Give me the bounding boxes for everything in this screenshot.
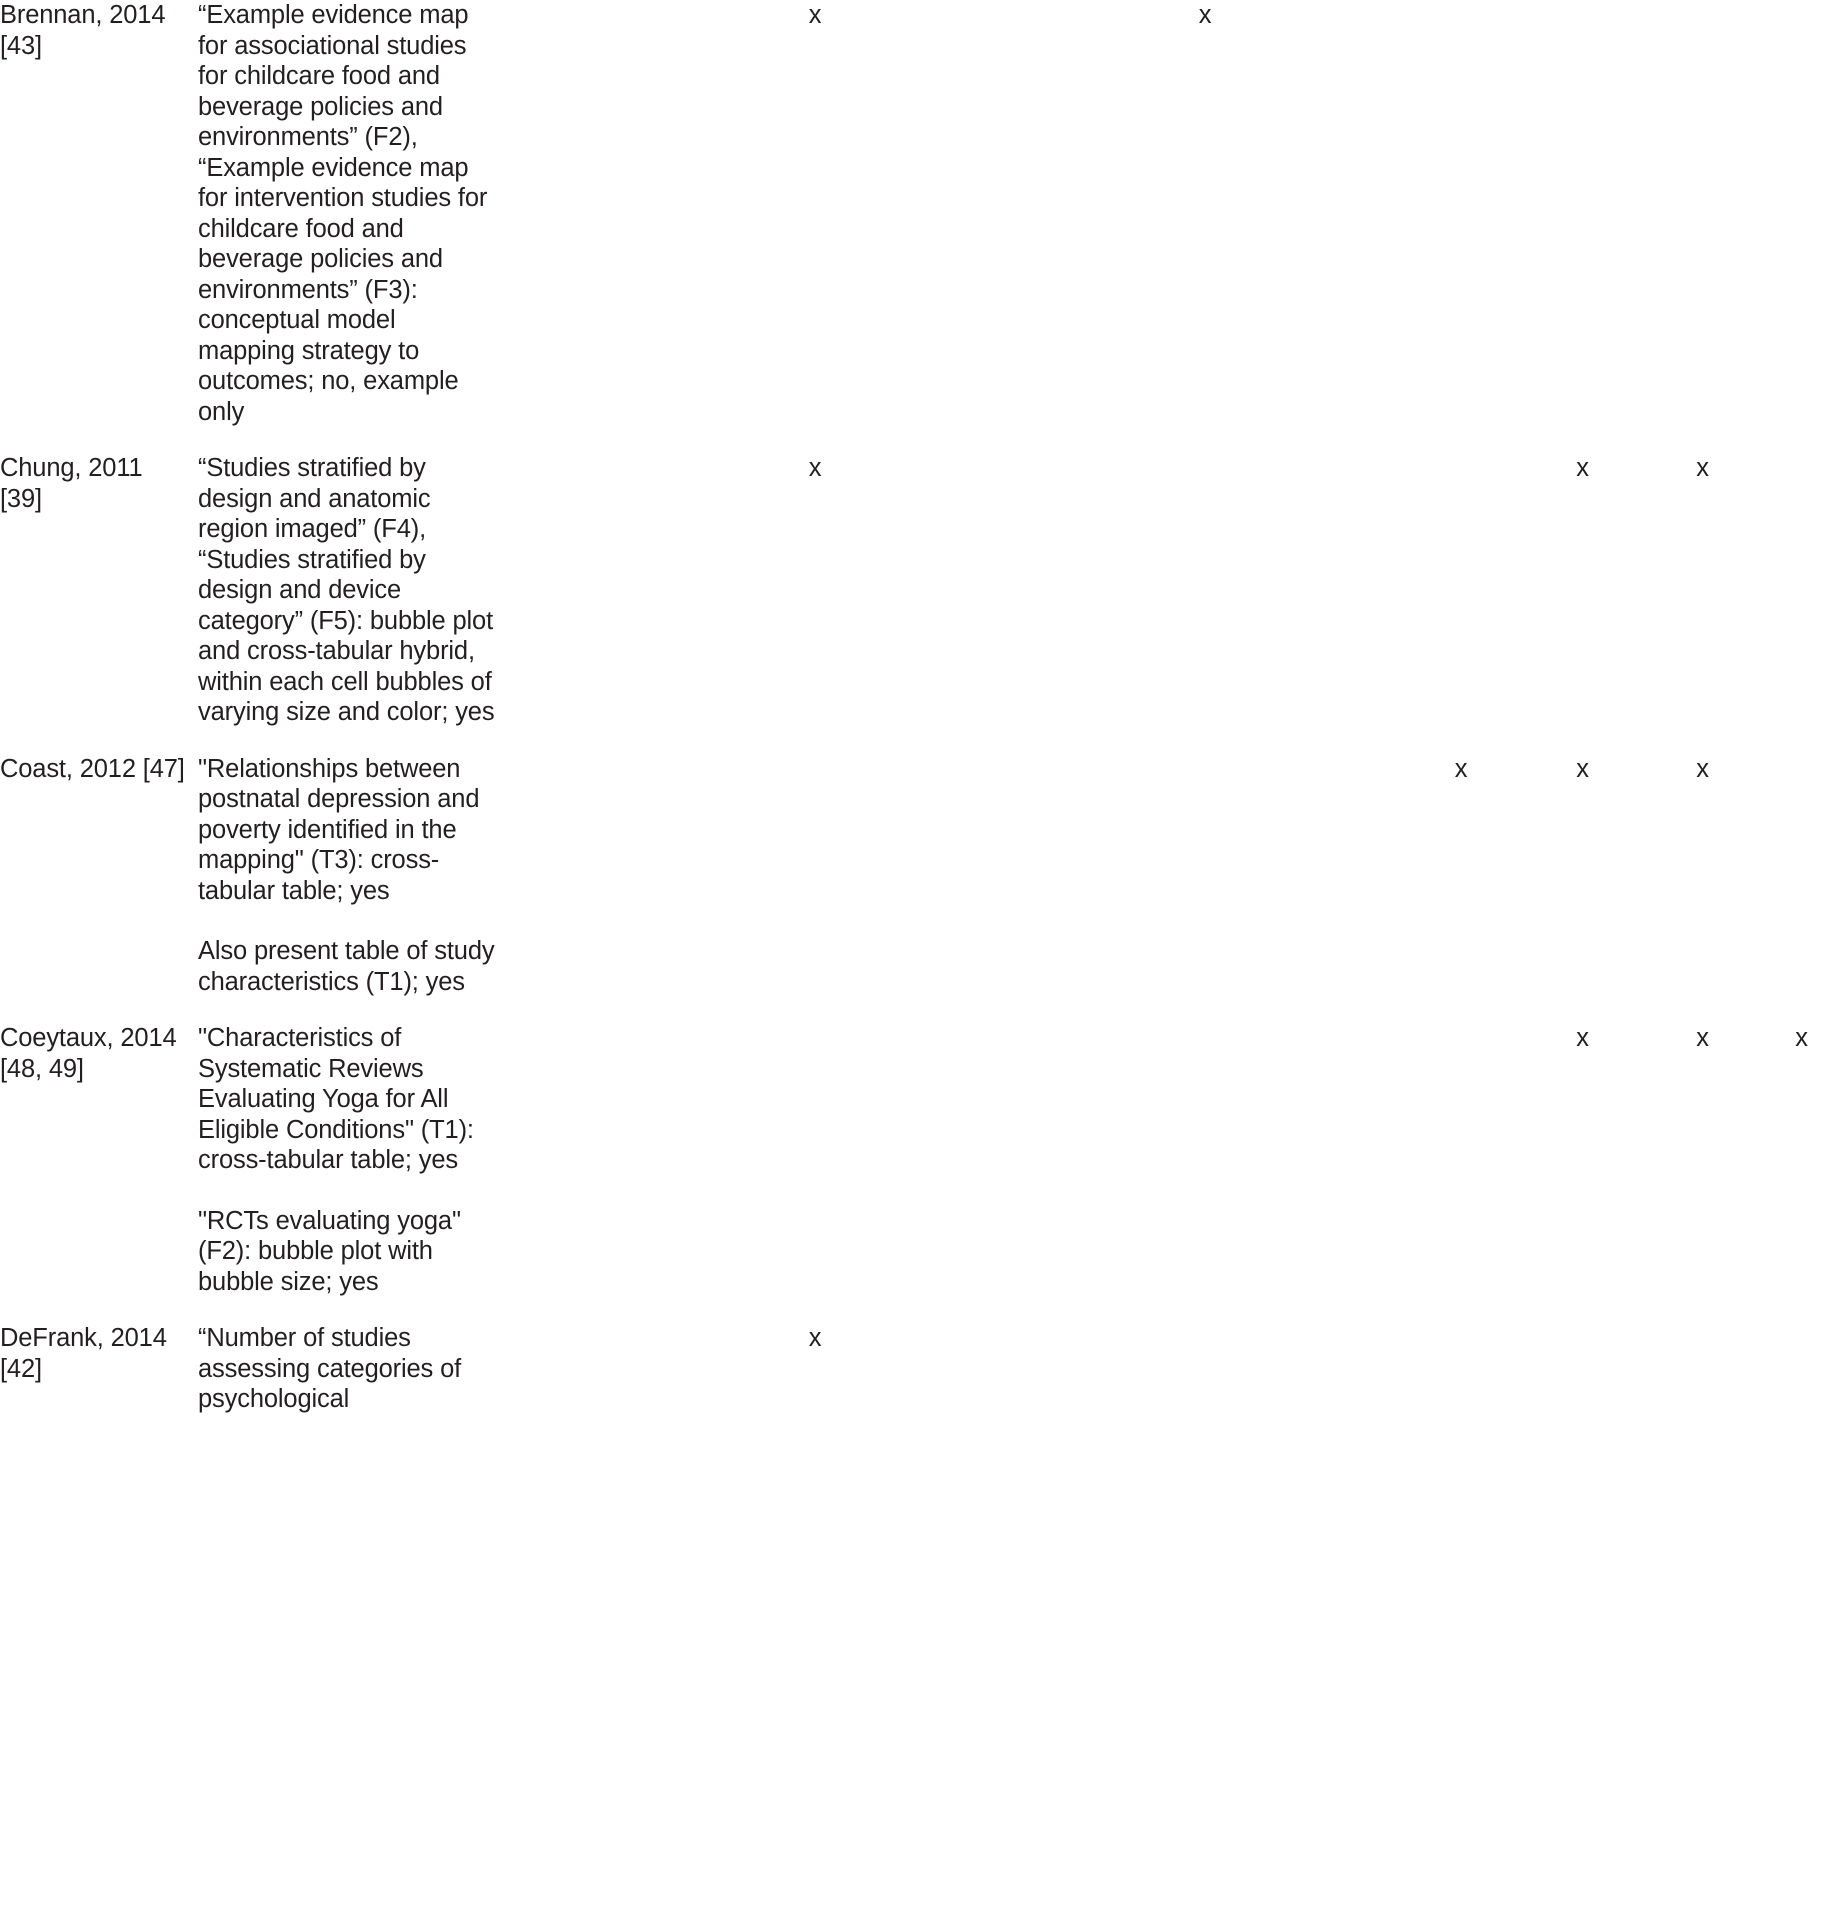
table-row — [0, 754, 1841, 1024]
mark-cell-5 — [1270, 754, 1400, 1024]
mark-cell-8: x — [1696, 754, 1709, 783]
figure-description-paragraph: “Studies stratified by design and anatomic region imaged” (F4), “Studies stratified by design and device category” (F5): bubble plot and cross-tabular hybrid, within each cell bubbles of varying size and color; yes — [198, 454, 495, 726]
mark-cell-8 — [1643, 1323, 1762, 1415]
mark-cell-5 — [1270, 1323, 1400, 1415]
mark-cell-6 — [1400, 0, 1522, 453]
figure-description-paragraph: "Characteristics of Systematic Reviews Evaluating Yoga for All Eligible Conditions" (T1): cross-tabular table; yes — [198, 1024, 474, 1174]
mark-cell-2 — [880, 453, 1010, 754]
mark-cell-1 — [750, 1023, 880, 1323]
mark-cell-6 — [1400, 1023, 1522, 1323]
mark-cell-3 — [1010, 1323, 1140, 1415]
mark-cell-3 — [1010, 453, 1140, 754]
figure-description — [198, 453, 508, 754]
spacer-cell — [508, 453, 750, 754]
mark-cell-1 — [750, 754, 880, 1024]
mark-cell-2 — [880, 1323, 1010, 1415]
spacer-cell — [508, 1323, 750, 1415]
study-citation-text: Brennan, 2014 [43] — [0, 1, 166, 60]
figure-description — [198, 754, 508, 1024]
study-citation — [0, 1023, 198, 1323]
mark-cell-7 — [1522, 1323, 1643, 1415]
figure-description — [198, 1323, 508, 1415]
study-citation — [0, 0, 198, 453]
mark-cell-6 — [1400, 1323, 1522, 1415]
figure-description-paragraph: “Number of studies assessing categories of psychological — [198, 1324, 462, 1413]
table-row — [0, 453, 1841, 754]
figure-description-paragraph-2: Also present table of study characteristics (T1); yes — [198, 937, 495, 996]
mark-cell-3 — [1010, 754, 1140, 1024]
mark-cell-5 — [1270, 1023, 1400, 1323]
figure-description-paragraph: "Relationships between postnatal depression and poverty identified in the mapping" (T3): cross-tabular table; yes — [198, 754, 480, 905]
mark-cell-1: x — [808, 454, 822, 482]
mark-cell-4 — [1140, 754, 1270, 1024]
mark-cell-8 — [1643, 0, 1762, 453]
mark-cell-2 — [880, 0, 1010, 453]
table-row — [0, 1323, 1841, 1415]
mark-cell-9 — [1762, 1323, 1841, 1415]
spacer-cell — [508, 1023, 750, 1323]
study-citation — [0, 453, 198, 754]
mark-cell-7: x — [1576, 454, 1589, 482]
figure-description-paragraph: “Example evidence map for associational studies for childcare food and beverage policies and environments” (F2), “Example evidence map for intervention studies for childcare food and beverage policies and environments” (F3): conceptual model mapping strategy to outcomes; no, example only — [198, 1, 488, 426]
mark-cell-9 — [1762, 453, 1841, 754]
mark-cell-8: x — [1696, 1024, 1709, 1052]
study-citation-text: DeFrank, 2014 [42] — [0, 1324, 167, 1383]
mark-cell-2 — [880, 1023, 1010, 1323]
mark-cell-6: x — [1454, 754, 1468, 783]
mark-cell-3 — [1010, 0, 1140, 453]
spacer-cell — [508, 0, 750, 453]
figure-description — [198, 1023, 508, 1323]
study-citation-text: Coeytaux, 2014 [48, 49] — [0, 1024, 177, 1083]
mark-cell-4: x — [1198, 1, 1212, 29]
mark-cell-8: x — [1696, 454, 1709, 482]
mark-cell-5 — [1270, 0, 1400, 453]
table-row — [0, 0, 1841, 453]
mark-cell-9: x — [1795, 1024, 1808, 1052]
study-citation-text: Chung, 2011 [39] — [0, 454, 143, 513]
study-citation-text: Coast, 2012 [47] — [0, 754, 185, 783]
mark-cell-4 — [1140, 453, 1270, 754]
mark-cell-1: x — [808, 1324, 822, 1352]
study-citation — [0, 1323, 198, 1415]
mark-cell-7: x — [1576, 754, 1589, 783]
mark-cell-9 — [1762, 754, 1841, 1024]
table-row — [0, 1023, 1841, 1323]
mark-cell-7: x — [1576, 1024, 1589, 1052]
study-citation — [0, 754, 198, 1024]
spacer-cell — [508, 754, 750, 1024]
mark-cell-7 — [1522, 0, 1643, 453]
mark-cell-2 — [880, 754, 1010, 1024]
mark-cell-1: x — [808, 1, 822, 29]
mark-cell-4 — [1140, 1323, 1270, 1415]
mark-cell-9 — [1762, 0, 1841, 453]
figure-description — [198, 0, 508, 453]
mark-cell-5 — [1270, 453, 1400, 754]
mark-cell-3 — [1010, 1023, 1140, 1323]
mark-cell-4 — [1140, 1023, 1270, 1323]
figure-description-paragraph-2: "RCTs evaluating yoga" (F2): bubble plot with bubble size; yes — [198, 1206, 461, 1296]
mark-cell-6 — [1400, 453, 1522, 754]
